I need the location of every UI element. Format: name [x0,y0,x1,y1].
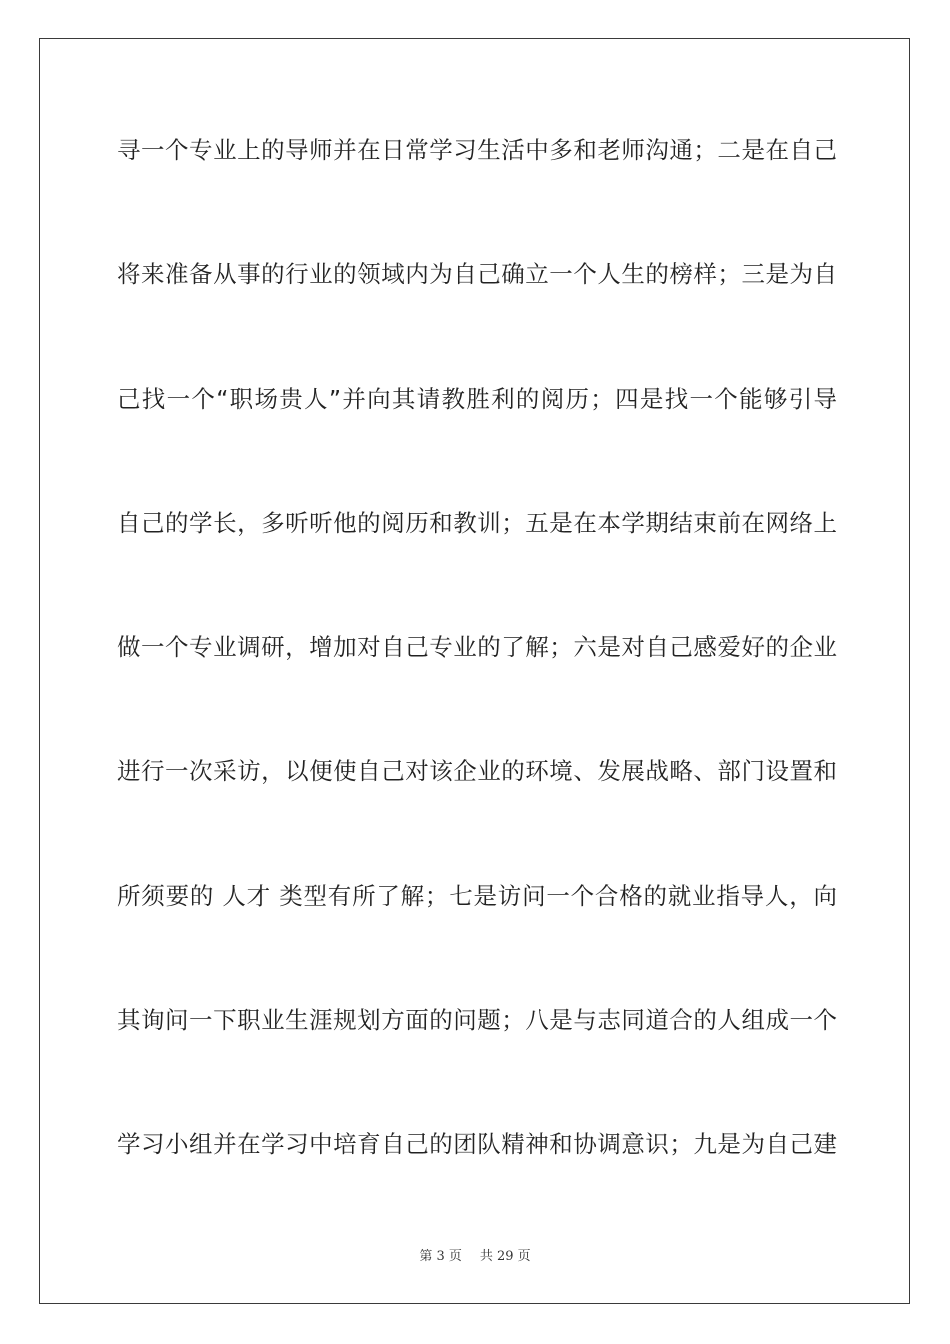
page-footer [0,1248,950,1266]
body-line-7: 所须要的 人才 类型有所了解；七是访问一个合格的就业指导人，向 [117,882,837,910]
body-line-2: 将来准备从事的行业的领域内为自己确立一个人生的榜样；三是为自 [117,260,837,288]
page-frame [39,38,910,1304]
page-number: 第 3 页 [419,1249,462,1264]
body-line-8: 其询问一下职业生涯规划方面的问题；八是与志同道合的人组成一个 [117,1006,837,1034]
body-line-3: 己找一个“职场贵人”并向其请教胜利的阅历；四是找一个能够引导 [117,385,837,413]
body-line-6: 进行一次采访，以便使自己对该企业的环境、发展战略、部门设置和 [117,757,837,785]
body-line-4: 自己的学长，多听听他的阅历和教训；五是在本学期结束前在网络上 [117,509,837,537]
body-line-1: 寻一个专业上的导师并在日常学习生活中多和老师沟通；二是在自己 [117,136,837,164]
page-total: 共 29 页 [479,1249,531,1264]
body-line-5: 做一个专业调研，增加对自己专业的了解；六是对自己感爱好的企业 [117,633,837,661]
body-line-9: 学习小组并在学习中培育自己的团队精神和协调意识；九是为自己建 [117,1130,837,1158]
